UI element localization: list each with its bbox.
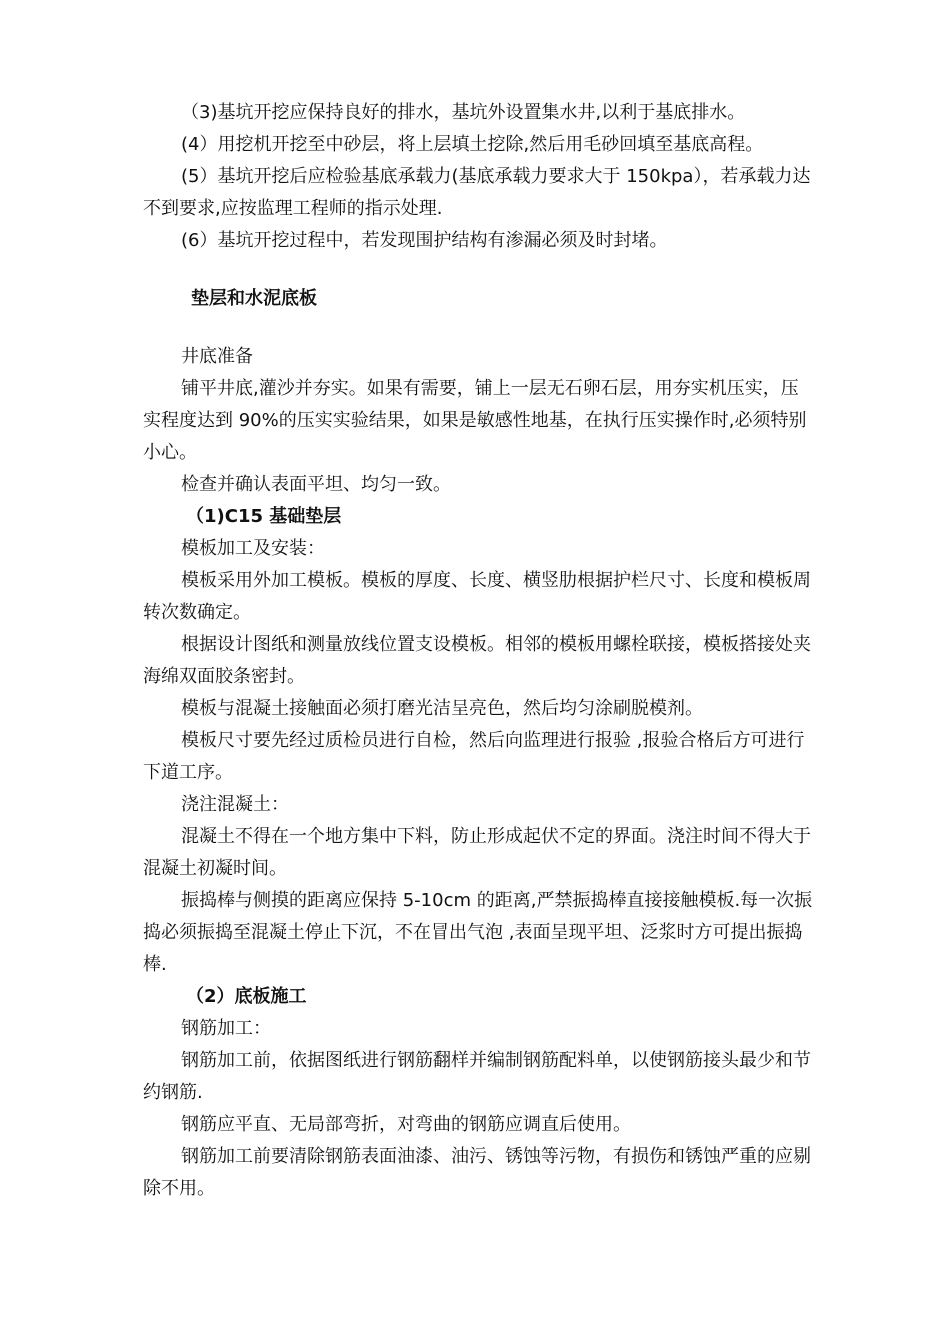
paragraph-formwork-polish: 模板与混凝土接触面必须打磨光洁呈亮色，然后均匀涂刷脱模剂。 [181, 698, 703, 719]
subsection-title-c15: （1)C15 基础垫层 [186, 506, 342, 527]
paragraph-compaction: 铺平井底,灌沙并夯实。如果有需要，铺上一层无石卵石层，用夯实机压实，压实程度达到 90%的压实实验结果，如果是敏感性地基，在执行压实操作时,必须特别小心。 [143, 378, 807, 463]
paragraph-drainage: （3)基坑开挖应保持良好的排水，基坑外设置集水井,以利于基底排水。 [181, 102, 746, 123]
subsection-title-floor: （2）底板施工 [186, 986, 307, 1007]
paragraph-leak-sealing: (6）基坑开挖过程中，若发现围护结构有渗漏必须及时封堵。 [181, 230, 668, 251]
paragraph-rebar-cleaning: 钢筋加工前要清除钢筋表面油漆、油污、锈蚀等污物，有损伤和锈蚀严重的应剔除不用。 [143, 1146, 811, 1199]
paragraph-rebar-schedule: 钢筋加工前，依据图纸进行钢筋翻样并编制钢筋配料单，以使钢筋接头最少和节约钢筋. [143, 1050, 811, 1103]
paragraph-formwork-heading: 模板加工及安装： [181, 538, 325, 559]
section-title: 垫层和水泥底板 [191, 288, 317, 309]
paragraph-vibration: 振捣棒与侧摸的距离应保持 5-10cm 的距离,严禁振捣棒直接接触模板.每一次振捣必须振捣至混凝土停止下沉，不在冒出气泡 ,表面呈现平坦、泛浆时方可提出振捣棒. [143, 890, 813, 975]
paragraph-rebar-heading: 钢筋加工： [181, 1018, 271, 1039]
paragraph-pouring-rule: 混凝土不得在一个地方集中下料，防止形成起伏不定的界面。浇注时间不得大于混凝土初凝时间。 [143, 826, 811, 879]
paragraph-formwork-setup: 根据设计图纸和测量放线位置支设模板。相邻的模板用螺栓联接，模板搭接处夹海绵双面胶条密封。 [143, 634, 811, 687]
paragraph-formwork-type: 模板采用外加工模板。模板的厚度、长度、横竖肋根据护栏尺寸、长度和模板周转次数确定。 [143, 570, 811, 623]
paragraph-surface-check: 检查并确认表面平坦、均匀一致。 [181, 474, 451, 495]
paragraph-pouring-heading: 浇注混凝土： [181, 794, 289, 815]
paragraph-excavation-sand: (4）用挖机开挖至中砂层，将上层填土挖除,然后用毛砂回填至基底高程。 [181, 134, 764, 155]
paragraph-rebar-straight: 钢筋应平直、无局部弯折，对弯曲的钢筋应调直后使用。 [181, 1114, 631, 1135]
document-body [143, 97, 815, 1205]
paragraph-formwork-inspection: 模板尺寸要先经过质检员进行自检，然后向监理进行报验 ,报验合格后方可进行下道工序。 [143, 730, 805, 783]
paragraph-well-bottom-prep: 井底准备 [181, 346, 253, 367]
paragraph-bearing-capacity: (5）基坑开挖后应检验基底承载力(基底承载力要求大于 150kpa），若承载力达不到要求,应按监理工程师的指示处理. [143, 166, 811, 219]
